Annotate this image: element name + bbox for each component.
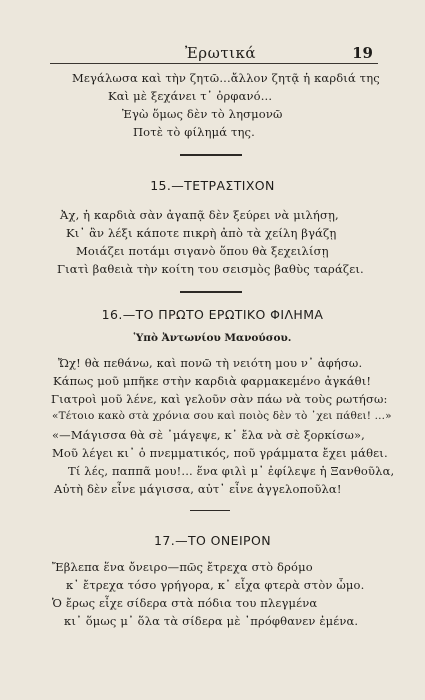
poem-line: Γιατὶ βαθειὰ τὴν κοίτη του σεισμὸς βαθὺς ταράζει.	[57, 262, 364, 276]
section-heading-16: 16.—ΤΟ ΠΡΩΤΟ ΕΡΩΤΙΚΟ ΦΙΛΗΜΑ	[101, 307, 324, 322]
poem-line: Ὤχ! θὰ πεθάνω, καὶ πονῶ τὴ νειότη μου ν᾿ ἀφήσω.	[58, 356, 363, 370]
poem-line: Καὶ μὲ ξεχάνει τ᾿ ὀρφανό...	[108, 89, 273, 103]
section-separator	[180, 154, 242, 156]
section-heading-15: 15.—ΤΕΤΡΑΣΤΙΧΟΝ	[150, 178, 275, 193]
page-number: 19	[352, 44, 373, 62]
section-separator	[190, 510, 230, 511]
poem-line: Μοιάζει ποτάμι σιγανὸ ὅπου θὰ ξεχειλίσῃ	[76, 244, 329, 258]
poem-line: «—Μάγισσα θὰ σὲ ᾿μάγεψε, κ᾿ ἔλα νὰ σὲ ξορκίσω»,	[52, 428, 365, 442]
author-byline: Ὑπὸ Ἀντωνίου Μανούσου.	[133, 332, 292, 344]
poem-line: Γιατροὶ μοῦ λένε, καὶ γελοῦν σὰν πάω νὰ τοὺς ρωτήσω:	[51, 392, 388, 406]
header-rule	[50, 63, 378, 64]
poem-line: Αὐτὴ δὲν εἶνε μάγισσα, αὐτ᾿ εἶνε ἀγγελοποῦλα!	[54, 482, 342, 496]
poem-line: Ἀχ, ἡ καρδιὰ σὰν ἀγαπᾷ δὲν ξεύρει νὰ μιλήσῃ,	[60, 208, 339, 222]
poem-line: Κι᾿ ἂν λέξι κάποτε πικρὴ ἀπὸ τὰ χείλη βγάζῃ	[66, 226, 337, 240]
poem-line: «Τέτοιο κακὸ στὰ χρόνια σου καὶ ποιὸς δὲν τὸ ᾿χει πάθει! ...»	[52, 410, 392, 422]
running-title: Ἐρωτικά	[185, 44, 257, 62]
poem-line: Ἐγὼ ὅμως δὲν τὸ λησμονῶ	[122, 107, 283, 121]
poem-line: Ἔβλεπα ἕνα ὄνειρο—πῶς ἔτρεχα στὸ δρόμο	[52, 560, 313, 574]
poem-line: Μεγάλωσα καὶ τὴν ζητῶ...ἄλλον ζητᾷ ἡ καρδιά της	[72, 71, 380, 85]
running-header	[0, 44, 425, 64]
poem-line: Μοῦ λέγει κι᾿ ὁ πνεμματικός, ποῦ γράμματα ἔχει μάθει.	[52, 446, 388, 460]
poem-line: Τί λές, παππᾶ μου!... ἕνα φιλὶ μ᾿ ἐφίλεψε ἡ Ξανθοῦλα,	[68, 464, 395, 478]
section-separator	[180, 291, 242, 293]
poem-line: Ποτὲ τὸ φίλημά της.	[133, 125, 255, 139]
poem-line: Κάπως μοῦ μπῆκε στὴν καρδιὰ φαρμακεμένο ἀγκάθι!	[53, 374, 372, 388]
poem-line: κι᾿ ὅμως μ᾿ ὅλα τὰ σίδερα μὲ ᾿πρόφθανεν ἐμένα.	[64, 614, 359, 628]
poem-line: κ᾿ ἔτρεχα τόσο γρήγορα, κ᾿ εἶχα φτερὰ στὸν ὦμο.	[66, 578, 365, 592]
section-heading-17: 17.—ΤΟ ΟΝΕΙΡΟΝ	[154, 533, 271, 548]
poem-line: Ὁ ἔρως εἶχε σίδερα στὰ πόδια του πλεγμένα	[52, 596, 318, 610]
